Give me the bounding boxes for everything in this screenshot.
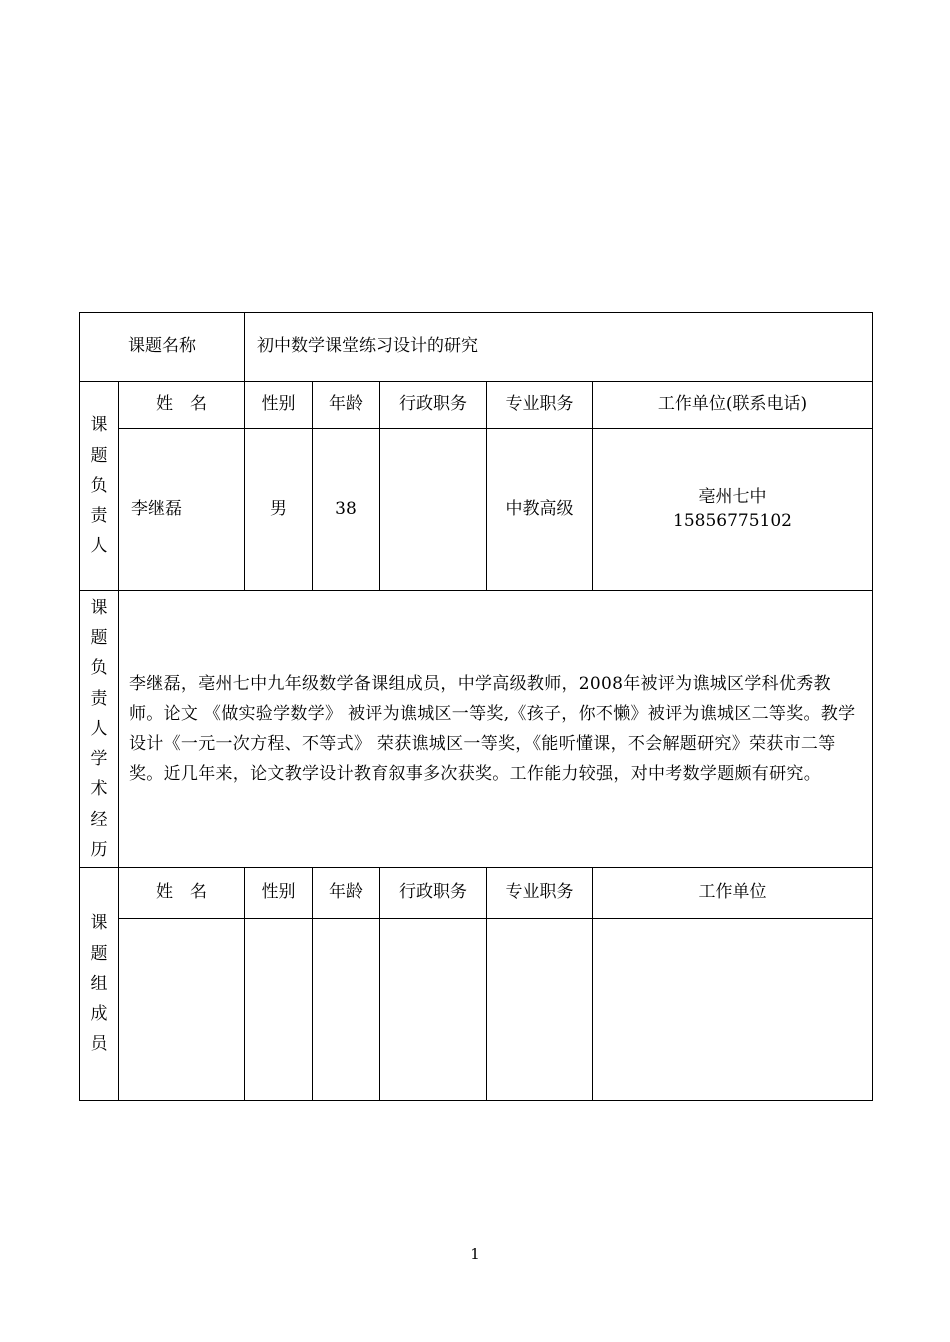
members-header-admin-title: 行政职务 xyxy=(380,868,487,919)
leader-header-admin-title: 行政职务 xyxy=(380,382,487,429)
members-header-gender: 性别 xyxy=(245,868,313,919)
leader-phone: 15856775102 xyxy=(673,510,792,531)
leader-unit: 亳州七中 xyxy=(698,486,767,507)
members-age-cell xyxy=(313,919,380,1101)
leader-gender: 男 xyxy=(245,429,313,591)
leader-header-unit: 工作单位(联系电话) xyxy=(593,382,873,429)
members-unit-cell xyxy=(593,919,873,1101)
leader-admin-title xyxy=(380,429,487,591)
members-header-unit: 工作单位 xyxy=(593,868,873,919)
leader-unit-cell xyxy=(593,429,873,591)
members-gender-cell xyxy=(245,919,313,1101)
leader-age: 38 xyxy=(313,429,380,591)
members-header-age: 年龄 xyxy=(313,868,380,919)
page-number: 1 xyxy=(470,1245,480,1263)
topic-label: 课题名称 xyxy=(80,313,245,382)
members-header-pro-title: 专业职务 xyxy=(487,868,593,919)
members-name-cell xyxy=(119,919,245,1101)
members-pro-title-cell xyxy=(487,919,593,1101)
resume-side-label: 课题负责人学术经历 xyxy=(90,597,108,860)
members-side-label-cell xyxy=(80,868,119,1101)
leader-header-pro-title: 专业职务 xyxy=(487,382,593,429)
members-header-name: 姓 名 xyxy=(119,868,245,919)
leader-side-label-cell xyxy=(80,382,119,591)
members-side-label: 课题组成员 xyxy=(90,913,108,1055)
leader-header-name: 姓 名 xyxy=(119,382,245,429)
leader-pro-title: 中教高级 xyxy=(487,429,593,591)
leader-header-age: 年龄 xyxy=(313,382,380,429)
topic-value: 初中数学课堂练习设计的研究 xyxy=(245,313,873,382)
leader-header-gender: 性别 xyxy=(245,382,313,429)
project-form-table xyxy=(79,312,873,1101)
leader-side-label: 课题负责人 xyxy=(90,415,108,557)
resume-side-label-cell xyxy=(80,591,119,868)
resume-text: 李继磊，亳州七中九年级数学备课组成员，中学高级教师，2008年被评为谯城区学科优秀教师。论文 《做实验学数学》 被评为谯城区一等奖,《孩子，你不懒》被评为谯城区二等奖。教学设计《一元一次方程、不等式》 荣获谯城区一等奖，《能听懂课，不会解题研究》荣获市二等奖。近几年来，论文教学设计教育叙事多次获奖。工作能力较强，对中考数学题颇有研究。 xyxy=(119,591,873,868)
leader-name: 李继磊 xyxy=(119,429,245,591)
members-admin-title-cell xyxy=(380,919,487,1101)
